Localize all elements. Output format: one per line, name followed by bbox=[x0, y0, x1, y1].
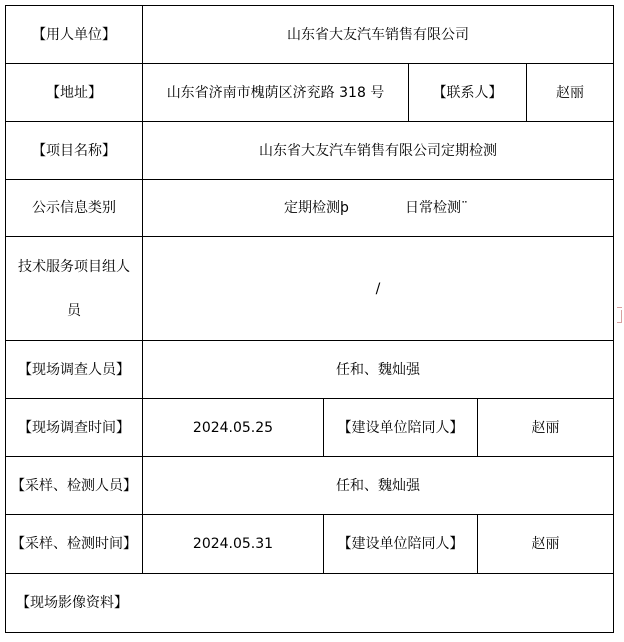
project-label: 【项目名称】 bbox=[32, 142, 116, 159]
category-option-periodic: 定期检测þ bbox=[284, 200, 349, 216]
survey-companion-value: 赵丽 bbox=[531, 419, 560, 436]
employer-value: 山东省大友汽车销售有限公司 bbox=[287, 26, 469, 43]
sampling-companion-label: 【建设单位陪同人】 bbox=[337, 536, 464, 552]
table-rule bbox=[613, 5, 614, 633]
survey-time-label: 【现场调查时间】 bbox=[18, 419, 130, 436]
edge-mark bbox=[617, 322, 622, 323]
table-rule bbox=[5, 632, 614, 633]
sampling-time-label: 【采样、检测时间】 bbox=[11, 536, 137, 552]
survey-companion-label: 【建设单位陪同人】 bbox=[337, 419, 464, 436]
tech-team-label-line1: 技术服务项目组人 bbox=[18, 258, 130, 275]
media-label: 【现场影像资料】 bbox=[16, 595, 128, 611]
survey-staff-value: 任和、魏灿强 bbox=[336, 361, 420, 378]
address-value: 山东省济南市槐荫区济兖路 318 号 bbox=[166, 84, 385, 101]
sampling-staff-value: 任和、魏灿强 bbox=[336, 477, 420, 494]
survey-time-value: 2024.05.25 bbox=[192, 419, 274, 436]
employer-label: 【用人单位】 bbox=[32, 26, 116, 43]
edge-mark bbox=[621, 310, 622, 322]
tech-team-label-line2: 员 bbox=[67, 302, 81, 319]
sampling-companion-value: 赵丽 bbox=[531, 536, 560, 552]
category-label: 公示信息类别 bbox=[32, 200, 116, 216]
edge-mark bbox=[617, 307, 622, 308]
address-label: 【地址】 bbox=[46, 84, 102, 101]
project-value: 山东省大友汽车销售有限公司定期检测 bbox=[259, 142, 497, 159]
category-option-daily: 日常检测¨ bbox=[405, 200, 468, 216]
sampling-time-value: 2024.05.31 bbox=[192, 536, 274, 552]
tech-team-label bbox=[6, 237, 142, 340]
tech-team-value: / bbox=[375, 280, 381, 297]
contact-value: 赵丽 bbox=[556, 84, 584, 101]
sampling-staff-label: 【采样、检测人员】 bbox=[11, 477, 137, 494]
survey-staff-label: 【现场调查人员】 bbox=[18, 361, 130, 378]
contact-label: 【联系人】 bbox=[432, 84, 503, 101]
